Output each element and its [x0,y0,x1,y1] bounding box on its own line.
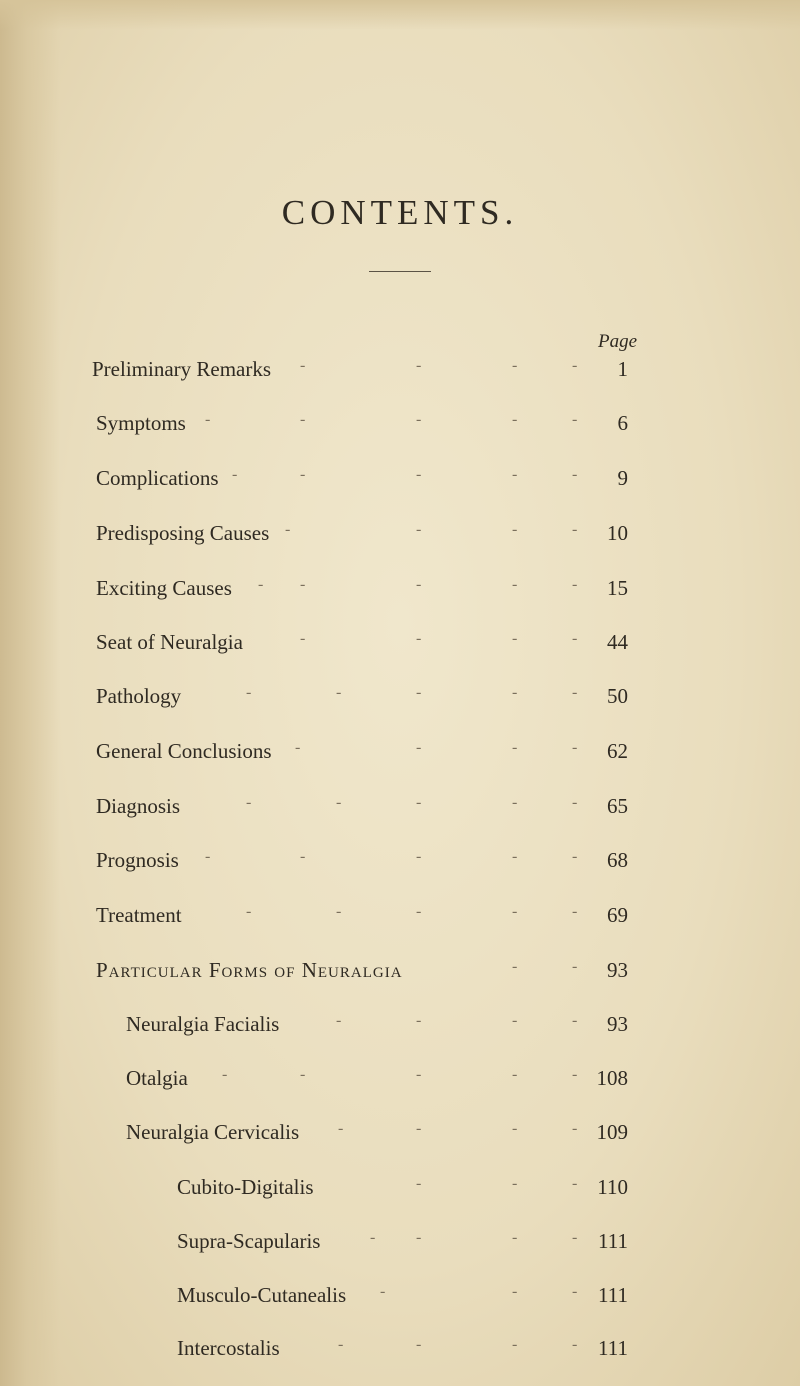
toc-entry-title: Otalgia [126,1066,188,1090]
leader-dash: - [572,411,578,428]
toc-entry [0,1283,800,1323]
toc-entry [0,576,800,616]
toc-entry-title: Musculo-Cutanealis [177,1283,347,1307]
toc-entry-page: 62 [607,739,628,763]
leader-dash: - [416,1012,422,1029]
leader-dash: - [572,958,578,975]
leader-dash: - [336,903,342,920]
leader-dash: - [512,1229,518,1246]
leader-dash: - [512,1175,518,1192]
leader-dash: - [416,576,422,593]
leader-dash: - [512,1120,518,1137]
leader-dash: - [572,1012,578,1029]
toc-entry-page: 93 [607,1012,628,1036]
toc-entry-title: Treatment [96,903,182,927]
leader-dash: - [295,739,301,756]
leader-dash: - [416,521,422,538]
leader-dash: - [512,466,518,483]
leader-dash: - [416,1229,422,1246]
toc-entry-page: 15 [607,576,628,600]
toc-entry-title: Seat of Neuralgia [96,630,243,654]
toc-entry [0,1012,800,1052]
page-column-label: Page [598,331,638,352]
toc-entry [0,1229,800,1269]
leader-dash: - [512,1012,518,1029]
toc-entry-title: Neuralgia Cervicalis [126,1120,300,1144]
leader-dash: - [232,466,238,483]
leader-dash: - [512,1283,518,1300]
toc-entry-title: Cubito-Digitalis [177,1175,314,1199]
leader-dash: - [512,1336,518,1353]
toc-entry [0,1066,800,1106]
leader-dash: - [572,684,578,701]
toc-entry-page: 65 [607,794,628,818]
leader-dash: - [572,466,578,483]
toc-entry-title: Complications [96,466,219,490]
leader-dash: - [336,1012,342,1029]
leader-dash: - [370,1229,376,1246]
leader-dash: - [416,357,422,374]
leader-dash: - [512,521,518,538]
toc-entry-title: Intercostalis [177,1336,280,1360]
leader-dash: - [572,576,578,593]
toc-entry-page: 111 [598,1336,628,1360]
toc-entry [0,521,800,561]
leader-dash: - [572,1283,578,1300]
leader-dash: - [572,739,578,756]
leader-dash: - [416,794,422,811]
toc-entry-title: General Conclusions [96,739,272,763]
leader-dash: - [300,1066,306,1083]
toc-entry-page: 108 [596,1066,628,1090]
toc-entry [0,357,800,397]
toc-entry-page: 93 [607,958,628,982]
toc-entry-title: Predisposing Causes [96,521,270,545]
toc-entry-page: 44 [607,630,628,654]
leader-dash: - [300,630,306,647]
leader-dash: - [300,357,306,374]
toc-entry-title: Preliminary Remarks [92,357,272,381]
leader-dash: - [572,794,578,811]
leader-dash: - [512,848,518,865]
leader-dash: - [300,848,306,865]
toc-entry [0,684,800,724]
leader-dash: - [512,357,518,374]
leader-dash: - [300,466,306,483]
toc-entry-page: 68 [607,848,628,872]
leader-dash: - [338,1120,344,1137]
leader-dash: - [572,1066,578,1083]
toc-entry-page: 110 [597,1175,628,1199]
leader-dash: - [512,630,518,647]
leader-dash: - [300,411,306,428]
leader-dash: - [512,958,518,975]
toc-entry-title: Neuralgia Facialis [126,1012,280,1036]
toc-entry [0,958,800,998]
leader-dash: - [336,794,342,811]
toc-entry-title: Symptoms [96,411,186,435]
leader-dash: - [336,684,342,701]
toc-entry-page: 9 [617,466,628,490]
toc-entry-page: 111 [598,1283,628,1307]
leader-dash: - [572,848,578,865]
leader-dash: - [300,576,306,593]
toc-entry-title: Exciting Causes [96,576,232,600]
toc-entry [0,903,800,943]
leader-dash: - [205,848,211,865]
toc-entry-page: 1 [617,357,628,381]
toc-entry-page: 111 [598,1229,628,1253]
leader-dash: - [258,576,264,593]
toc-section-title: Particular Forms of Neuralgia [96,958,403,982]
leader-dash: - [512,739,518,756]
leader-dash: - [416,848,422,865]
leader-dash: - [416,1120,422,1137]
leader-dash: - [572,1229,578,1246]
toc-entry [0,466,800,506]
leader-dash: - [416,903,422,920]
leader-dash: - [512,411,518,428]
toc-entry [0,630,800,670]
leader-dash: - [512,576,518,593]
leader-dash: - [512,684,518,701]
toc-entry-title: Diagnosis [96,794,180,818]
toc-entry [0,848,800,888]
leader-dash: - [338,1336,344,1353]
leader-dash: - [572,630,578,647]
leader-dash: - [416,1175,422,1192]
leader-dash: - [572,1336,578,1353]
leader-dash: - [246,794,252,811]
contents-heading: CONTENTS. [281,193,519,232]
leader-dash: - [512,794,518,811]
toc-entry [0,411,800,451]
leader-dash: - [222,1066,228,1083]
leader-dash: - [246,903,252,920]
leader-dash: - [416,1066,422,1083]
leader-dash: - [572,521,578,538]
leader-dash: - [416,466,422,483]
leader-dash: - [572,357,578,374]
leader-dash: - [246,684,252,701]
leader-dash: - [512,903,518,920]
leader-dash: - [205,411,211,428]
leader-dash: - [285,521,291,538]
toc-entry-page: 6 [617,411,628,435]
leader-dash: - [416,1336,422,1353]
toc-entry [0,1175,800,1215]
toc-entry [0,739,800,779]
leader-dash: - [572,1120,578,1137]
leader-dash: - [416,630,422,647]
toc-entry-page: 10 [607,521,628,545]
toc-entry-title: Prognosis [96,848,179,872]
leader-dash: - [416,411,422,428]
leader-dash: - [416,684,422,701]
leader-dash: - [380,1283,386,1300]
toc-entry [0,794,800,834]
toc-entry [0,1336,800,1376]
toc-entry-page: 109 [596,1120,628,1144]
toc-entry-page: 50 [607,684,628,708]
toc-entry-title: Supra-Scapularis [177,1229,321,1253]
toc-entry [0,1120,800,1160]
leader-dash: - [512,1066,518,1083]
toc-entry-title: Pathology [96,684,182,708]
leader-dash: - [572,903,578,920]
leader-dash: - [572,1175,578,1192]
toc-entry-page: 69 [607,903,628,927]
leader-dash: - [416,739,422,756]
